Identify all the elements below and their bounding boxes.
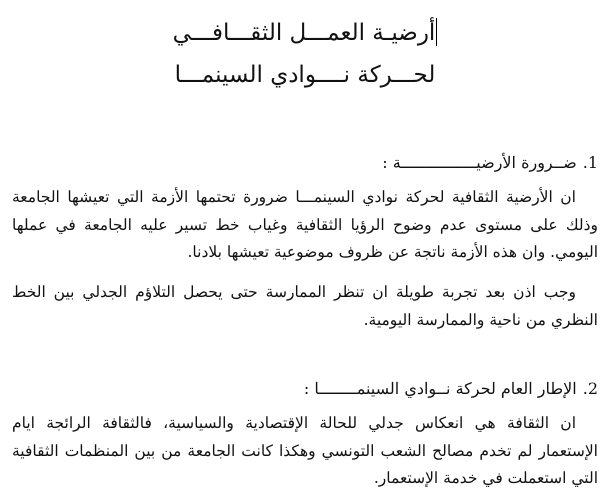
section-2-heading [12,378,598,400]
section-2-number: 2. [582,379,598,398]
section-1-number: 1. [582,153,598,172]
section-1-paragraph-2-text: وجب اذن بعد تجربة طويلة ان تنظر الممارسة حتى يحصل التلاؤم الجدلي بين الخط النظري من ناحية والممارسة اليومية. [12,283,598,329]
section-2-paragraph-1 [12,410,598,493]
document-title-text: أرضيـة العمـــل الثقـــافـــي [172,20,436,46]
section-1-paragraph-2 [12,279,598,334]
section-2-heading-text: الإطار العام لحركة نــوادي السينمــــــــا : [303,379,577,398]
document-subtitle: لحـــركة نــــوادي السينمـــا [174,62,436,88]
section-1-heading [12,152,598,174]
text-cursor [436,18,437,46]
section-2-paragraph-1-text: ان الثقافة هي انعكاس جدلي للحالة الإقتصادية والسياسية، فالثقافة الرائجة ايام الإستعمار لم تخدم مصالح الشعب التونسي وهكذا كانت الجامعة من بين المنظمات الثقافية التي استعملت في خدمة الإستعمار. [12,414,598,487]
document-title [0,18,610,48]
section-1-heading-text: ضــرورة الأرضيــــــــــــــــة : [382,153,577,172]
section-1-paragraph-1-text: ان الأرضية الثقافية لحركة نوادي السينمـــا ضرورة تحتمها الأزمة التي تعيشها الجامعة وذلك على مستوى عدم وضوح الرؤيا الثقافية وغياب خط تسير عليه الجامعة في عملها اليومي. وان هذه الأزمة ناتجة عن ظروف موضوعية تعيشها بلادنا. [12,188,598,261]
section-1-paragraph-1 [12,184,598,267]
